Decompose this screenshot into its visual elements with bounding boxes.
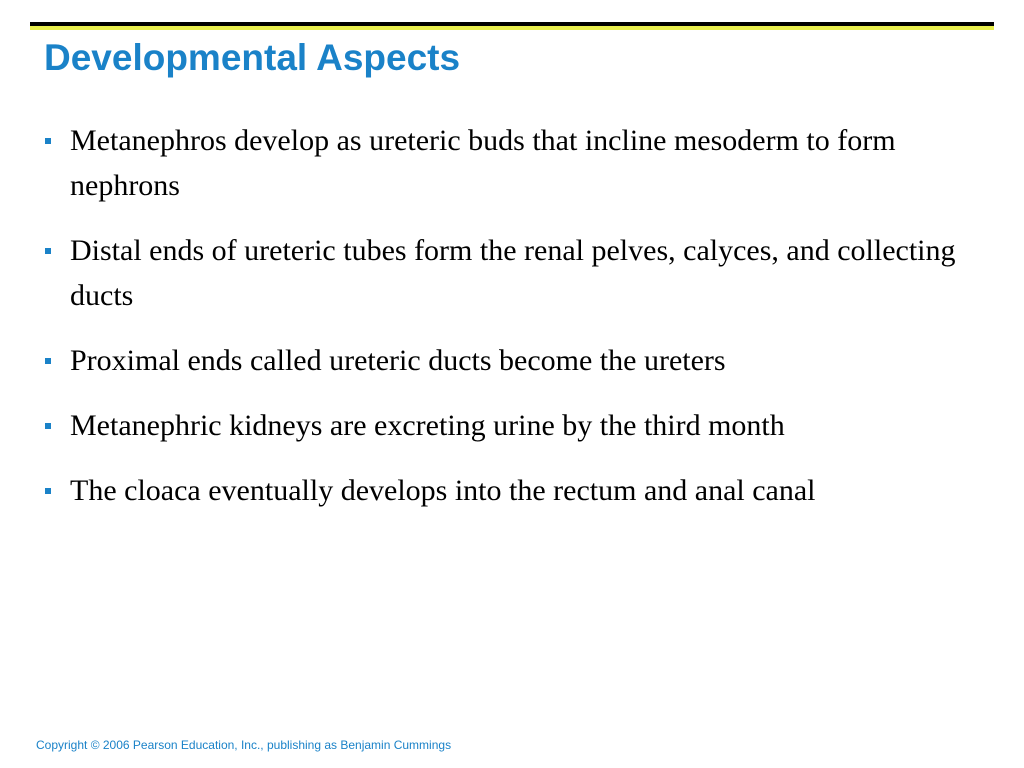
bullet-text: Distal ends of ureteric tubes form the renal pelves, calyces, and collecting ducts — [70, 234, 956, 312]
copyright-footer: Copyright © 2006 Pearson Education, Inc., publishing as Benjamin Cummings — [36, 738, 452, 752]
bullet-item — [44, 118, 974, 208]
bullet-item — [44, 403, 974, 448]
bullet-text: Proximal ends called ureteric ducts become the ureters — [70, 344, 726, 377]
square-bullet-icon — [45, 423, 51, 429]
bullet-item — [44, 338, 974, 383]
bullet-list — [44, 118, 974, 533]
bullet-item — [44, 468, 974, 513]
square-bullet-icon — [45, 358, 51, 364]
square-bullet-icon — [45, 248, 51, 254]
bullet-item — [44, 228, 974, 318]
bullet-text: Metanephros develop as ureteric buds that incline mesoderm to form nephrons — [70, 124, 896, 202]
square-bullet-icon — [45, 488, 51, 494]
slide-title: Developmental Aspects — [44, 37, 461, 78]
bullet-text: The cloaca eventually develops into the rectum and anal canal — [70, 474, 816, 507]
square-bullet-icon — [45, 138, 51, 144]
bullet-text: Metanephric kidneys are excreting urine by the third month — [70, 409, 785, 442]
top-rule-accent — [30, 26, 994, 30]
